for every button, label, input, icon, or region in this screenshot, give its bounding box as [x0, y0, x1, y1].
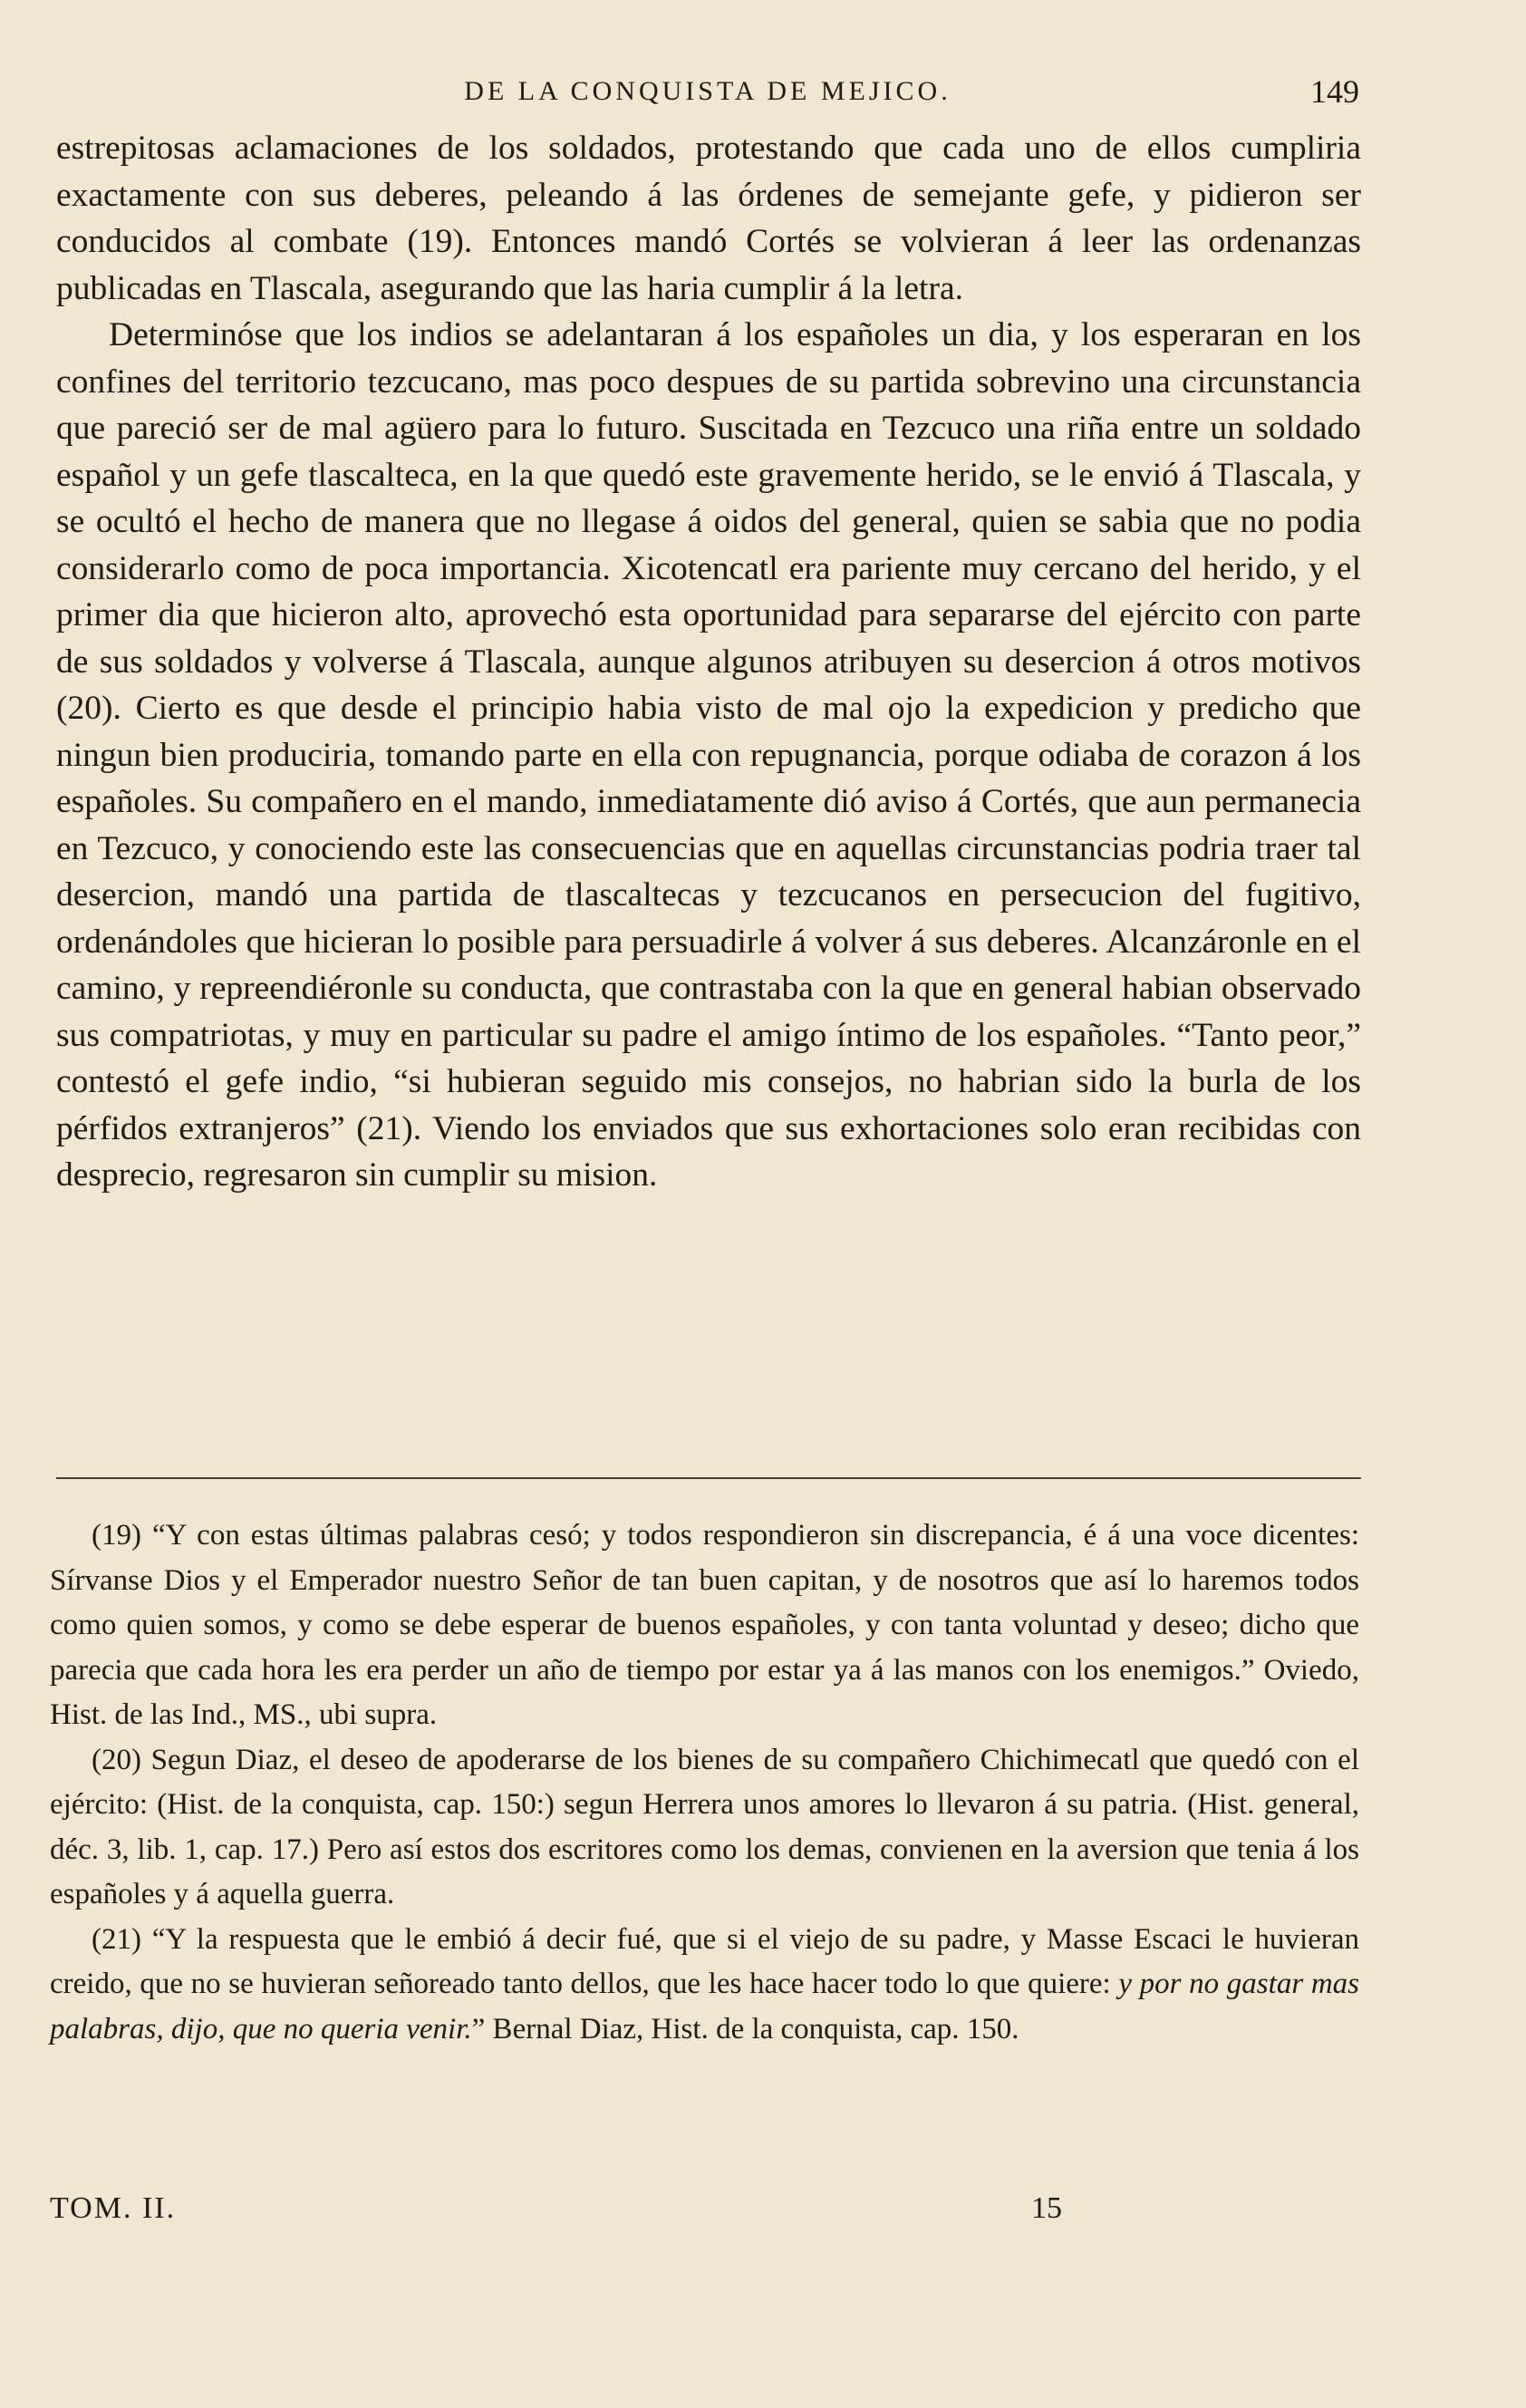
- footnotes: [50, 1513, 1359, 2052]
- signature-mark: 15: [1031, 2191, 1062, 2225]
- footnote-21-italic: y por no gastar mas palabras, dijo, que no queria venir.: [50, 1968, 1359, 2045]
- main-text: [56, 125, 1361, 1199]
- running-title: DE LA CONQUISTA DE MEJICO.: [464, 76, 951, 106]
- footnote-19: (19) “Y con estas últimas palabras cesó; y todos respondieron sin discrepancia, é á una voce dicentes: Sírvanse Dios y el Emperador nuestro Señor de tan buen capitan, y de nosotros que así lo haremos todos como quien somos, y como se debe esperar de buenos españoles, y con tanta voluntad y deseo; dicho que parecia que cada hora les era perder un año de tiempo por estar ya á las manos con los enemigos.” Oviedo, Hist. de las Ind., MS., ubi supra.: [50, 1519, 1359, 1731]
- footnote-20: (20) Segun Diaz, el deseo de apoderarse de los bienes de su compañero Chichimecatl que quedó con el ejército: (Hist. de la conquista, cap. 150:) segun Herrera unos amores lo llevaron á su patria. (Hist. general, déc. 3, lib. 1, cap. 17.) Pero así estos dos escritores como los demas, convienen en la aversion que tenia á los españoles y á aquella guerra.: [50, 1743, 1359, 1910]
- paragraph: Determinóse que los indios se adelantaran á los españoles un dia, y los esperaran en los confines del territorio tezcucano, mas poco despues de su partida sobrevino una circunstancia que pareció ser de mal agüero para lo futuro. Suscitada en Tezcuco una riña entre un soldado español y un gefe tlascalteca, en la que quedó este gravemente herido, se le envió á Tlascala, y se ocultó el hecho de manera que no llegase á oidos del general, quien se sabia que no podia considerarlo como de poca importancia. Xicotencatl era pariente muy cercano del herido, y el primer dia que hicieron alto, aprovechó esta oportunidad para separarse del ejército con parte de sus soldados y volverse á Tlascala, aunque algunos atribuyen su desercion á otros motivos (20). Cierto es que desde el principio habia visto de mal ojo la expedicion y predicho que ningun bien produciria, tomando parte en ella con repugnancia, porque odiaba de corazon á los españoles. Su compañero en el mando, inmediatamente dió aviso á Cortés, que aun permanecia en Tezcuco, y conociendo este las consecuencias que en aquellas circunstancias podria traer tal desercion, mandó una partida de tlascaltecas y tezcucanos en persecucion del fugitivo, ordenándoles que hicieran lo posible para persuadirle á volver á sus deberes. Alcanzáronle en el camino, y repreendiéronle su conducta, que contrastaba con la que en general habian observado sus compatriotas, y muy en particular su padre el amigo íntimo de los españoles. “Tanto peor,” contestó el gefe indio, “si hubieran seguido mis consejos, no habrian sido la burla de los pérfidos extranjeros” (21). Viendo los enviados que sus exhortaciones solo eran recibidas con desprecio, regresaron sin cumplir su mision.: [56, 316, 1361, 1194]
- paragraph: estrepitosas aclamaciones de los soldados, protestando que cada uno de ellos cumpliria exactamente con sus deberes, peleando á las órdenes de semejante gefe, y pidieron ser conducidos al combate (19). Entonces mandó Cortés se volvieran á leer las ordenanzas publicadas en Tlascala, asegurando que las haria cumplir á la letra.: [56, 130, 1361, 307]
- footnote-divider: [56, 1477, 1361, 1479]
- running-head: [56, 73, 1359, 118]
- volume-label: TOM. II.: [50, 2191, 177, 2225]
- footnote-21-citation: ” Bernal Diaz, Hist. de la conquista, cap. 150.: [471, 2012, 1019, 2045]
- footnote-21: [50, 1918, 1359, 2053]
- footnote-21-text: (21) “Y la respuesta que le embió á decir fué, que si el viejo de su padre, y Masse Escaci le huvieran creido, que no se huvieran señoreado tanto dellos, que les hace hacer todo lo que quiere:: [50, 1922, 1359, 2000]
- page-number: 149: [1310, 73, 1359, 110]
- page-footer: [50, 2191, 1359, 2237]
